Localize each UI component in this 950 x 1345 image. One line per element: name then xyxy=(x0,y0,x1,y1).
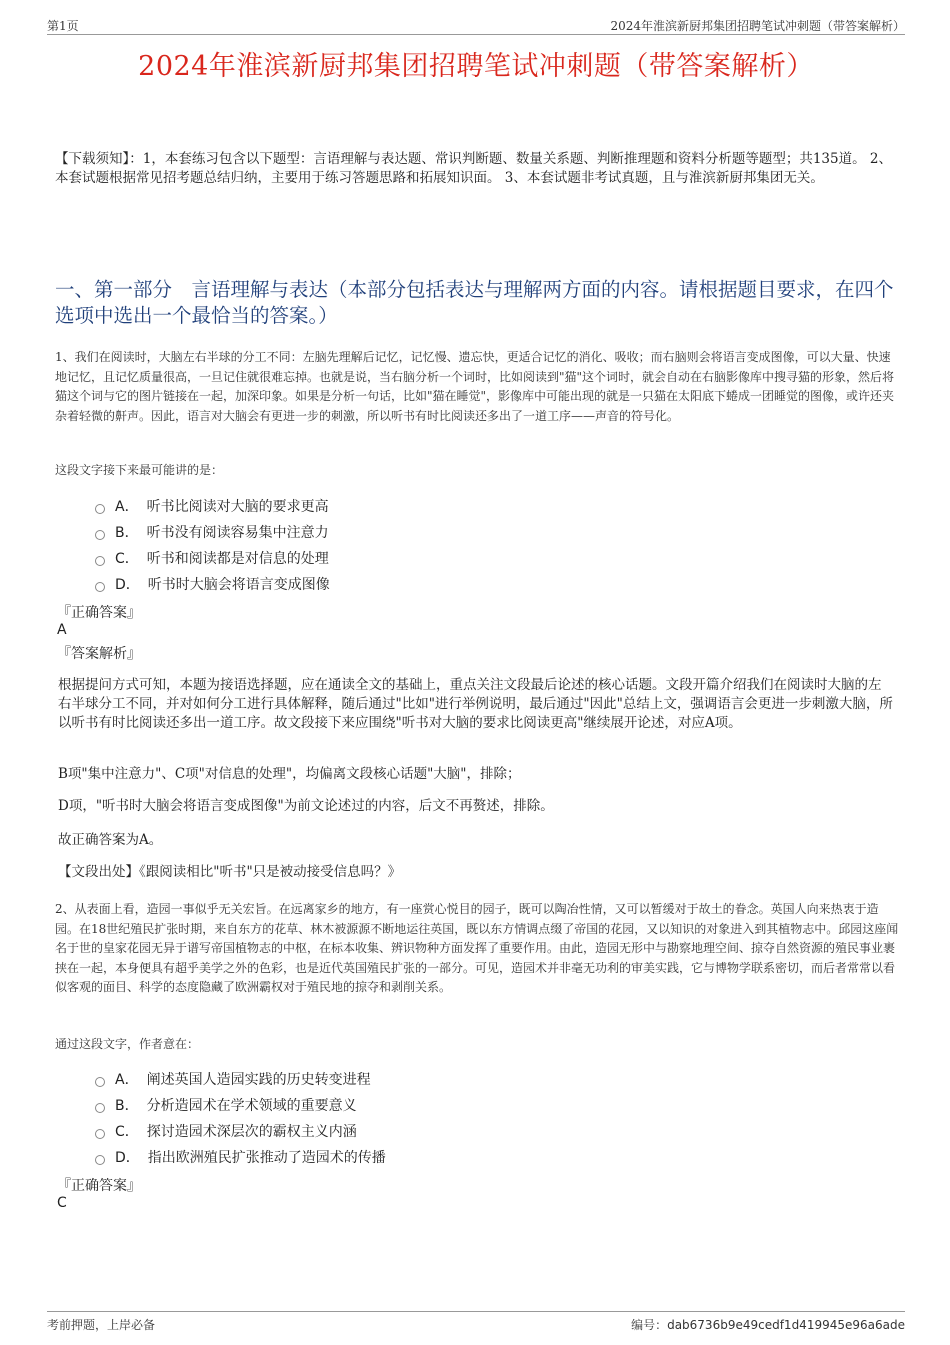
footer-code-label: 编号： xyxy=(631,1318,668,1332)
option-letter: B． xyxy=(115,1098,139,1114)
question-2-prompt: 通过这段文字，作者意在： xyxy=(55,1037,200,1051)
question-1-option-d[interactable] xyxy=(95,571,795,597)
radio-icon[interactable] xyxy=(95,530,105,540)
question-1-text: 1、我们在阅读时，大脑左右半球的分工不同：左脑先理解后记忆，记忆慢、遗忘快，更适合记忆的消化、吸收；而右脑则会将语言变成图像，可以大量、快速地记忆，且记忆质量很高，一旦记住就很难忘掉。也就是说，当右脑分析一个词时，比如阅读到"猫"这个词时，就会自动在右脑影像库中搜寻猫的形象，然后将猫这个词与它的图片链接在一起，加深印象。如果是分析一句话，比如"猫在睡觉"，影像库中可能出现的就是一只猫在太阳底下蜷成一团睡觉的图像，或许还夹杂着轻微的鼾声。因此，语言对大脑会有更进一步的刺激，所以听书有时比阅读还多出了一道工序——声音的符号化。 xyxy=(55,350,895,423)
download-notice: 【下载须知】：1，本套练习包含以下题型：言语理解与表达题、常识判断题、数量关系题、判断推理题和资料分析题等题型；共135道。 2、本套试题根据常见招考题总结归纳，主要用于练习答题思路和拓展知识面。 3、本套试题非考试真题，且与淮滨新厨邦集团无关。 xyxy=(55,151,892,186)
option-letter: C． xyxy=(115,1124,139,1140)
option-letter: C． xyxy=(115,551,139,567)
question-2-option-b[interactable] xyxy=(95,1092,795,1118)
question-1-answer: A xyxy=(57,622,67,638)
question-1-option-a[interactable] xyxy=(95,493,795,519)
question-2-text: 2、从表面上看，造园一事似乎无关宏旨。在远离家乡的地方，有一座赏心悦目的园子，既可以陶冶性情，又可以暂缓对于故土的眷念。英国人向来热衷于造园。在18世纪殖民扩张时期，来自东方的花草、林木被源源不断地运往英国，既以东方情调点缀了帝国的花园，又以知识的对象进入到其植物志中。邱园这座闻名于世的皇家花园无异于谱写帝国植物志的中枢，在标本收集、辨识物种方面发挥了重要作用。由此，造园无形中与勘察地理空间、掠夺自然资源的殖民事业裹挟在一起，本身便具有超乎美学之外的色彩，也是近代英国殖民扩张的一部分。可见，造园术并非毫无功利的审美实践，它与博物学联系密切，而后者常常以看似客观的面目、科学的态度隐藏了欧洲霸权对于殖民地的掠夺和剥削关系。 xyxy=(55,902,899,994)
question-1-option-c[interactable] xyxy=(95,545,795,571)
page-number: 第1页 xyxy=(47,19,79,33)
source-citation: 【文段出处】《跟阅读相比"听书"只是被动接受信息吗？》 xyxy=(58,864,402,880)
analysis-paragraph: D项，"听书时大脑会将语言变成图像"为前文论述过的内容，后文不再赘述，排除。 xyxy=(58,798,554,814)
page-title: 2024年淮滨新厨邦集团招聘笔试冲刺题（带答案解析） xyxy=(138,51,814,82)
question-2-option-c[interactable] xyxy=(95,1118,795,1144)
option-text: 听书时大脑会将语言变成图像 xyxy=(147,577,330,593)
option-text: 探讨造园术深层次的霸权主义内涵 xyxy=(146,1124,357,1140)
question-1-options xyxy=(95,493,795,597)
radio-icon[interactable] xyxy=(95,1077,105,1087)
question-1-answer-label: 『正确答案』 xyxy=(57,605,141,621)
radio-icon[interactable] xyxy=(95,1129,105,1139)
option-text: 分析造园术在学术领域的重要意义 xyxy=(146,1098,357,1114)
option-text: 指出欧洲殖民扩张推动了造园术的传播 xyxy=(147,1150,386,1166)
option-text: 阐述英国人造园实践的历史转变进程 xyxy=(146,1072,371,1088)
header-doc-title: 2024年淮滨新厨邦集团招聘笔试冲刺题（带答案解析） xyxy=(610,19,905,33)
option-letter: D． xyxy=(115,1150,140,1166)
footer-code xyxy=(631,1316,905,1333)
page-header xyxy=(47,14,905,35)
question-2-option-d[interactable] xyxy=(95,1144,795,1170)
option-text: 听书和阅读都是对信息的处理 xyxy=(146,551,329,567)
option-text: 听书比阅读对大脑的要求更高 xyxy=(146,499,329,515)
question-1-prompt: 这段文字接下来最可能讲的是： xyxy=(55,463,224,477)
option-letter: A． xyxy=(115,1072,139,1088)
footer-slogan: 考前押题，上岸必备 xyxy=(47,1318,156,1332)
option-text: 听书没有阅读容易集中注意力 xyxy=(146,525,329,541)
radio-icon[interactable] xyxy=(95,556,105,566)
section-heading: 一、第一部分 言语理解与表达（本部分包括表达与理解两方面的内容。请根据题目要求，在四个选项中选出一个最恰当的答案。） xyxy=(55,278,894,327)
option-letter: B． xyxy=(115,525,139,541)
radio-icon[interactable] xyxy=(95,582,105,592)
question-2-answer: C xyxy=(57,1195,67,1211)
question-2-answer-label: 『正确答案』 xyxy=(57,1178,141,1194)
question-1-option-b[interactable] xyxy=(95,519,795,545)
footer-code-value: dab6736b9e49cedf1d419945e96a6ade xyxy=(667,1318,905,1332)
analysis-paragraph: 根据提问方式可知，本题为接语选择题，应在通读全文的基础上，重点关注文段最后论述的核心话题。文段开篇介绍我们在阅读时大脑的左右半球分工不同，并对如何分工进行具体解释，随后通过"比如"进行举例说明，最后通过"因此"总结上文，强调语言会更进一步刺激大脑，所以听书有时比阅读还多出一道工序。故文段接下来应围绕"听书对大脑的要求比阅读更高"继续展开论述，对应A项。 xyxy=(58,677,893,731)
page-footer xyxy=(47,1311,905,1336)
option-letter: A． xyxy=(115,499,139,515)
question-2-option-a[interactable] xyxy=(95,1066,795,1092)
analysis-paragraph: 故正确答案为A。 xyxy=(58,832,163,848)
radio-icon[interactable] xyxy=(95,504,105,514)
analysis-paragraph: B项"集中注意力"、C项"对信息的处理"，均偏离文段核心话题"大脑"，排除； xyxy=(58,766,521,782)
radio-icon[interactable] xyxy=(95,1155,105,1165)
option-letter: D． xyxy=(115,577,140,593)
radio-icon[interactable] xyxy=(95,1103,105,1113)
question-2-options xyxy=(95,1066,795,1170)
question-1-analysis-label: 『答案解析』 xyxy=(57,646,141,662)
